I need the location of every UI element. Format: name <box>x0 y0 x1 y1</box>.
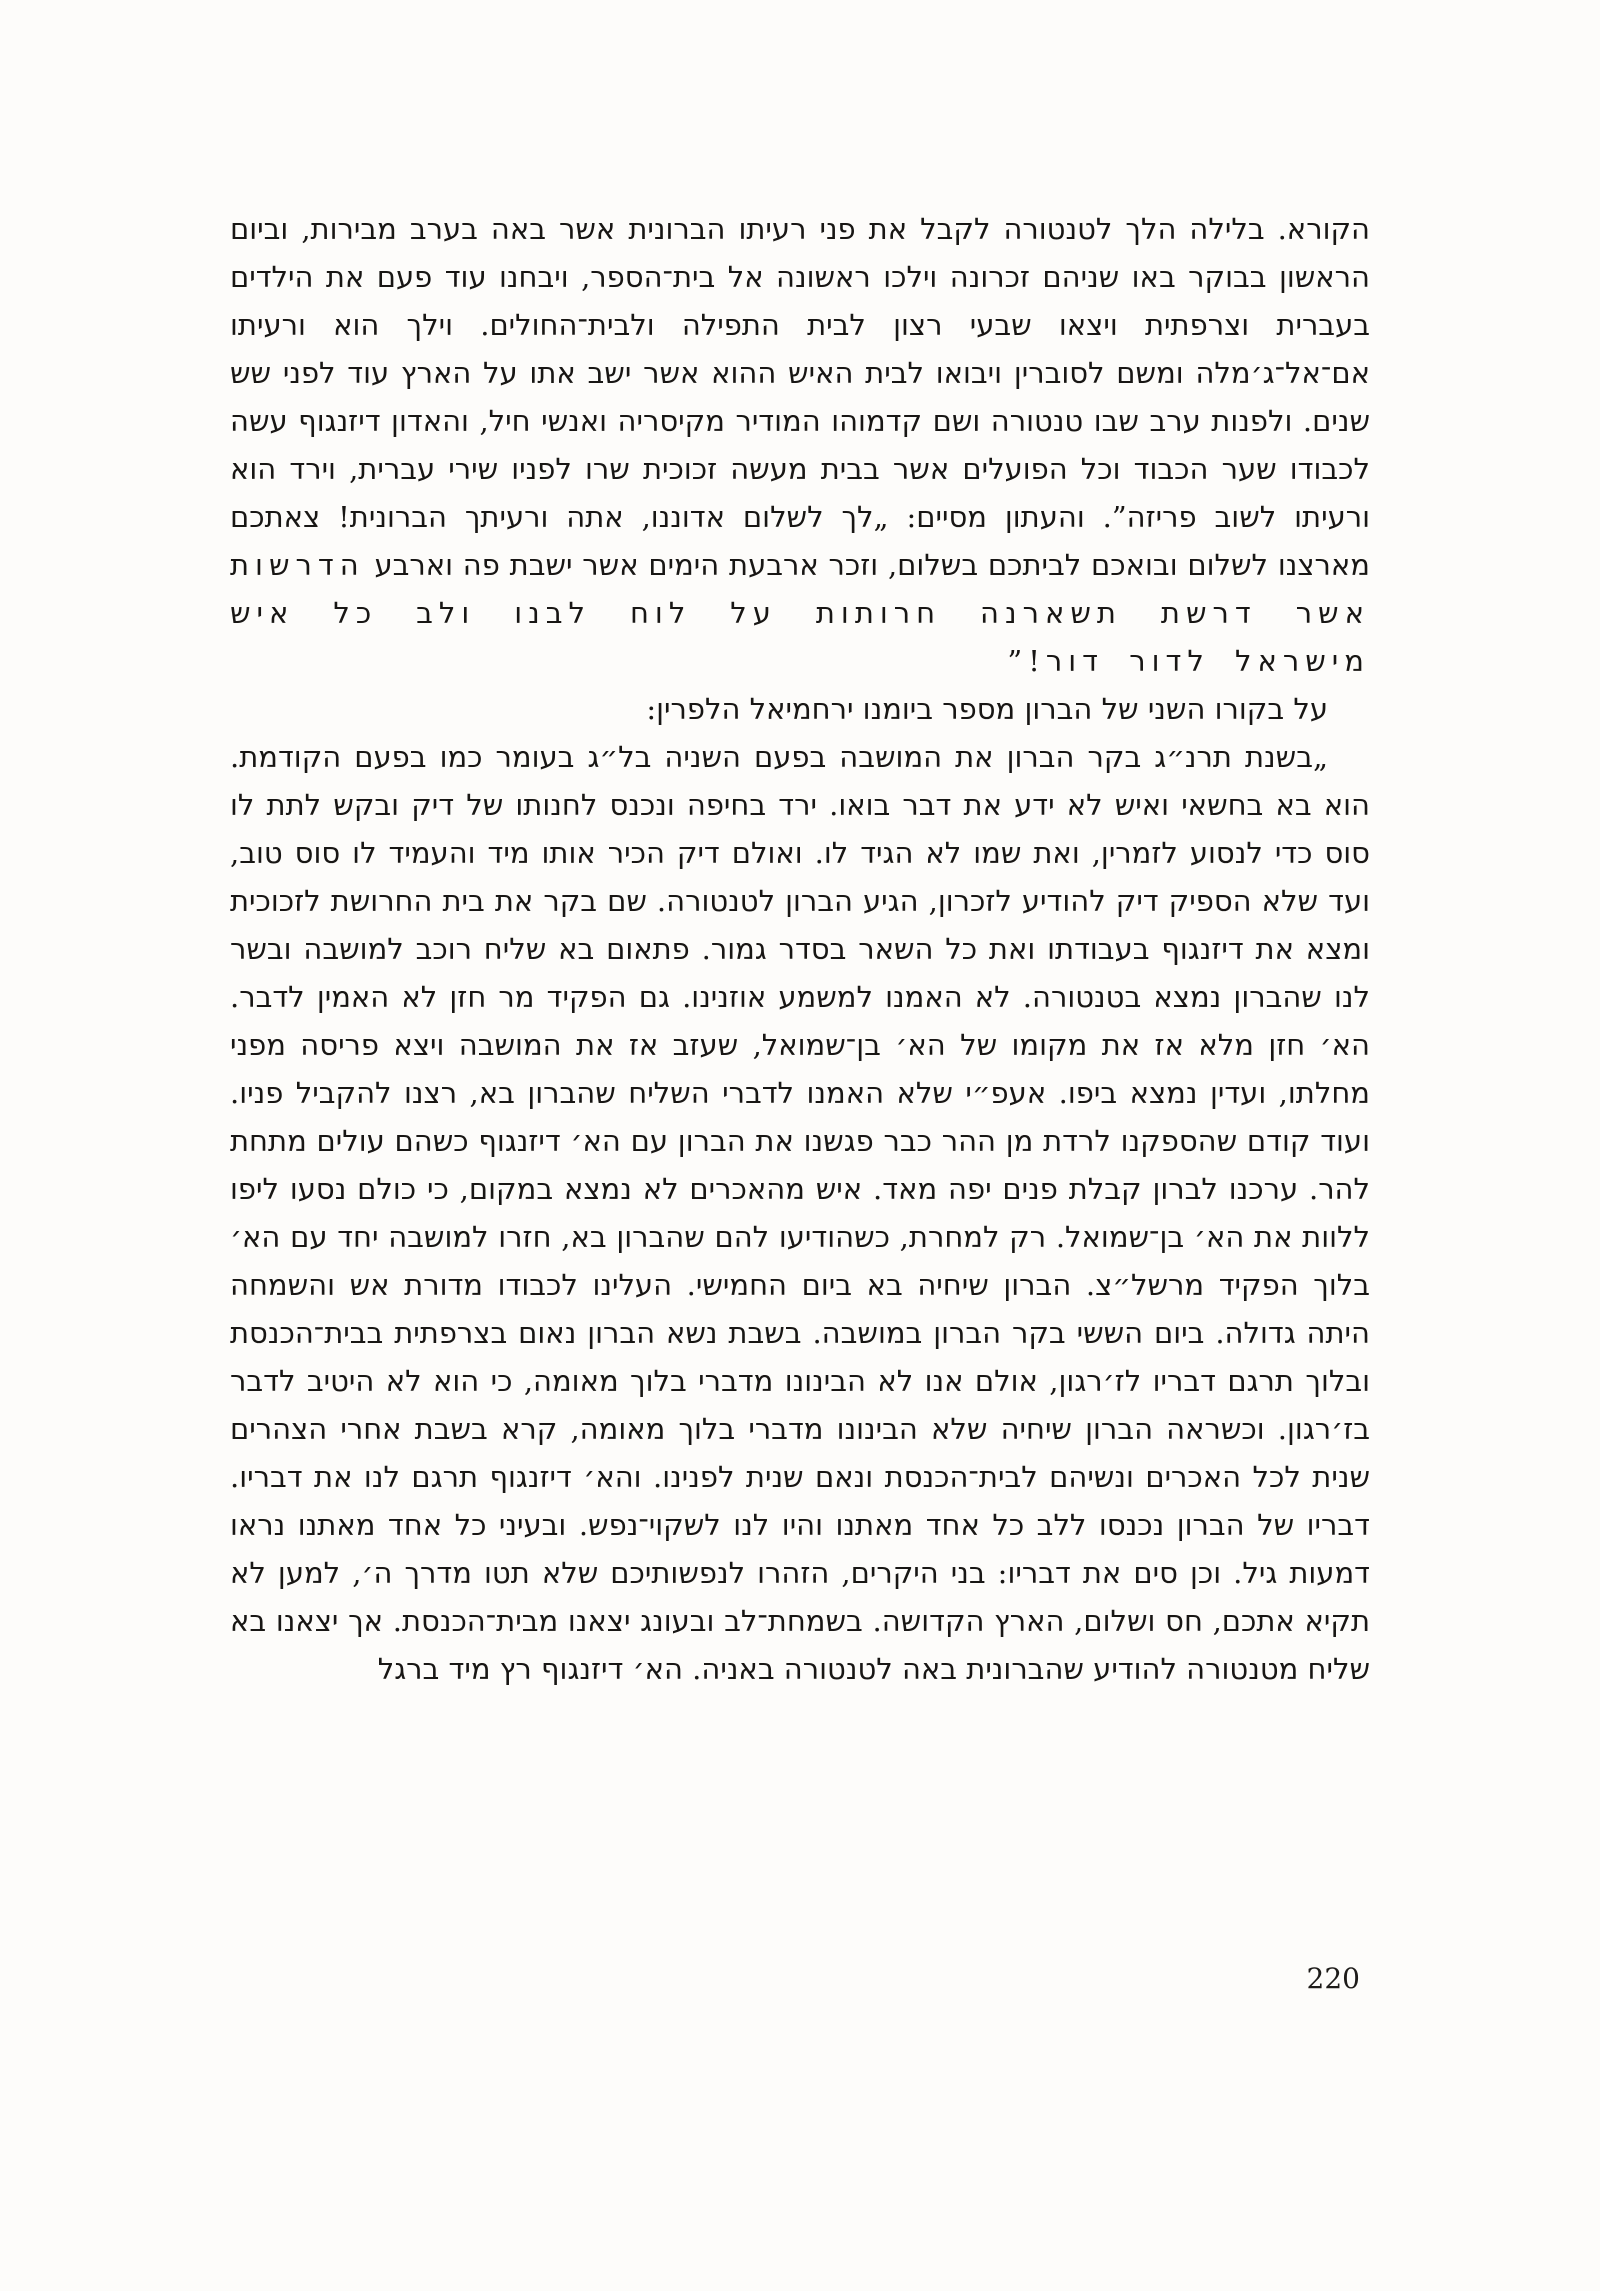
paragraph-intro-second-visit: על בקורו השני של הברון מספר ביומנו ירחמיאל הלפרין: <box>646 692 1328 726</box>
paragraph-continuation <box>230 205 1370 685</box>
page-number: 220 <box>1306 1962 1360 1995</box>
page-text-block <box>230 205 1370 1693</box>
emphasized-quote-text: הדרשות אשר דרשת תשארנה חרותות על לוח לבנו ולב כל איש מישראל לדור דור!” <box>230 548 1370 678</box>
paragraph-diary-quote: „בשנת תרנ״ג בקר הברון את המושבה בפעם השניה בל״ג בעומר כמו בפעם הקודמת. הוא בא בחשאי ואיש לא ידע את דבר בואו. ירד בחיפה ונכנס לחנותו של דיק ובקש לתת לו סוס כדי לנסוע לזמרין, ואת שמו לא הגיד לו. ואולם דיק הכיר אותו מיד והעמיד לו סוס טוב, ועד שלא הספיק דיק להודיע לזכרון, הגיע הברון לטנטורה. שם בקר את בית החרושת לזכוכית ומצא את דיזנגוף בעבודתו ואת כל השאר בסדר גמור. פתאום בא שליח רוכב למושבה ובשר לנו שהברון נמצא בטנטורה. לא האמנו למשמע אוזנינו. גם הפקיד מר חזן לא האמין לדבר. הא׳ חזן מלא אז את מקומו של הא׳ בן־שמואל, שעזב אז את המושבה ויצא פריסה מפני מחלתו, ועדין נמצא ביפו. אעפ״י שלא האמנו לדברי השליח שהברון בא, רצנו להקביל פניו. ועוד קודם שהספקנו לרדת מן ההר כבר פגשנו את הברון עם הא׳ דיזנגוף כשהם עולים מתחת להר. ערכנו לברון קבלת פנים יפה מאד. איש מהאכרים לא נמצא במקום, כי כולם נסעו ליפו ללוות את הא׳ בן־שמואל. רק למחרת, כשהודיעו להם שהברון בא, חזרו למושבה יחד עם הא׳ בלוך הפקיד מרשל״צ. הברון שיחיה בא ביום החמישי. העלינו לכבודו מדורת אש והשמחה היתה גדולה. ביום הששי בקר הברון במושבה. בשבת נשא הברון נאום בצרפתית בבית־הכנסת ובלוך תרגם דבריו לז׳רגון, אולם אנו לא הבינונו מדברי בלוך מאומה, כי הוא לא היטיב לדבר בז׳רגון. וכשראה הברון שיחיה שלא הבינונו מדברי בלוך מאומה, קרא בשבת אחרי הצהרים שנית לכל האכרים ונשיהם לבית־הכנסת ונאם שנית לפנינו. והא׳ דיזנגוף תרגם לנו את דבריו. דבריו של הברון נכנסו ללב כל אחד מאתנו והיו לנו לשקוי־נפש. ובעיני כל אחד מאתנו נראו דמעות גיל. וכן סים את דבריו: בני היקרים, הזהרו לנפשותיכם שלא תטו מדרך ה׳, למען לא תקיא אתכם, חס ושלום, הארץ הקדושה. בשמחת־לב ובעונג יצאנו מבית־הכנסת. אך יצאנו בא שליח מטנטורה להודיע שהברונית באה לטנטורה באניה. הא׳ דיזנגוף רץ מיד ברגל <box>230 740 1370 1686</box>
paragraph-continuation-text: הקורא. בלילה הלך לטנטורה לקבל את פני רעיתו הברונית אשר באה בערב מבירות, וביום הראשון בבוקר באו שניהם זכרונה וילכו ראשונה אל בית־הספר, ויבחנו עוד פעם את הילדים בעברית וצרפתית ויצאו שבעי רצון לבית התפילה ולבית־החולים. וילך הוא ורעיתו אם־אל־ג׳מלה ומשם לסוברין ויבואו לבית האיש ההוא אשר ישב אתו על הארץ עוד לפני שש שנים. ולפנות ערב שבו טנטורה ושם קדמוהו המודיר מקיסריה ואנשי חיל, והאדון דיזנגוף עשה לכבודו שער הכבוד וכל הפועלים אשר בבית מעשה זכוכית שרו לפניו שירי עברית, וירד הוא ורעיתו לשוב פריזה”. והעתון מסיים: „לך לשלום אדוננו, אתה ורעיתך הברונית! צאתכם מארצנו לשלום ובואכם לביתכם בשלום, וזכר ארבעת הימים אשר ישבת פה וארבע <box>230 212 1370 582</box>
